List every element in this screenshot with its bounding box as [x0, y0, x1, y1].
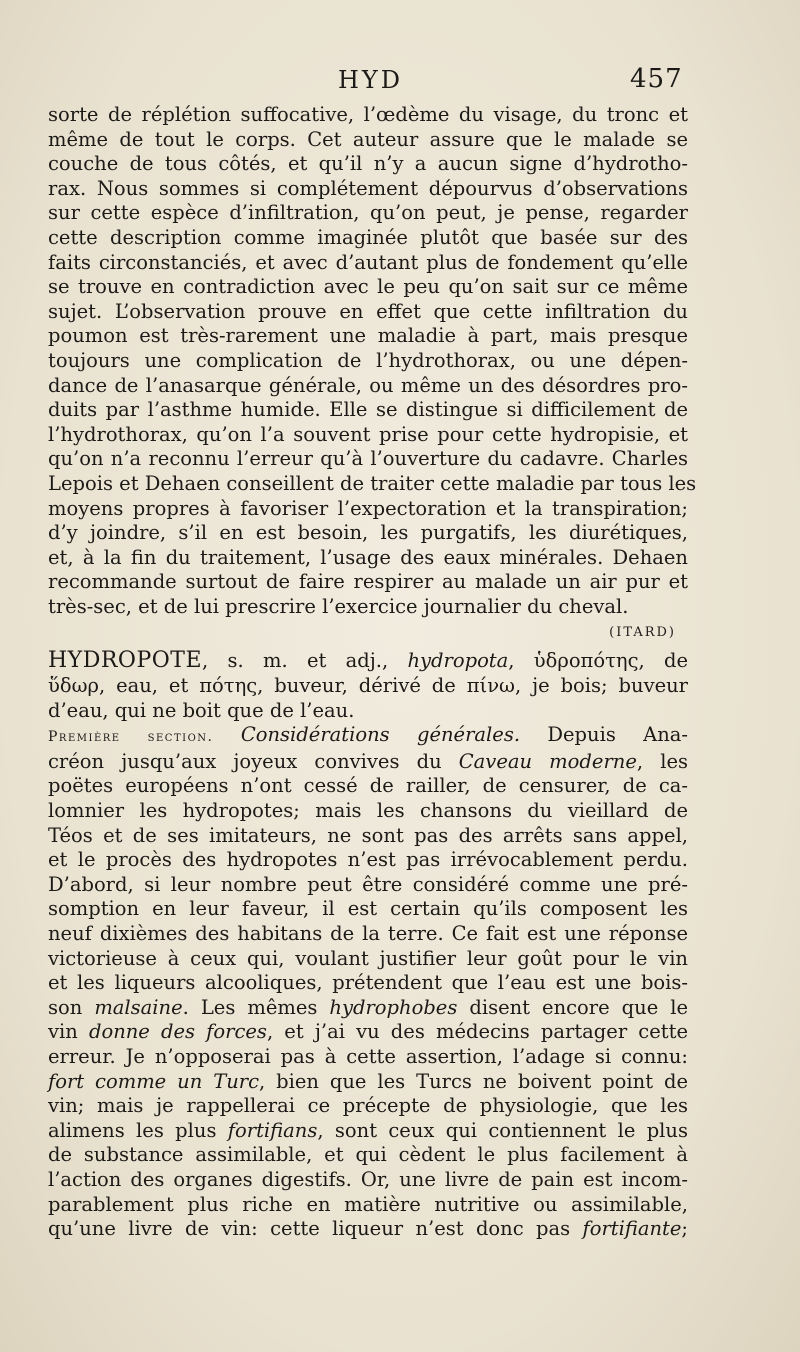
running-head: HYD: [338, 66, 404, 94]
article-continuation: [48, 103, 697, 619]
paragraph-line: créon jusqu’aux joyeux convives du Caveau moderne, les: [48, 749, 688, 773]
text-line: et le procès des hydropotes n’est pas irrévocablement perdu.: [48, 848, 688, 872]
text-line: recommande surtout de faire respirer au malade un air pur et: [48, 570, 688, 594]
paragraph-line: alimens les plus fortifians, sont ceux qui contiennent le plus: [48, 1118, 688, 1142]
text-line: couche de tous côtés, et qu’il n’y a aucun signe d’hydrotho-: [48, 152, 688, 176]
text-line: l’action des organes digestifs. Or, une livre de pain est incom-: [48, 1167, 688, 1191]
text-line: duits par l’asthme humide. Elle se distingue si difficilement de: [48, 398, 688, 422]
text-line: l’hydrothorax, qu’on l’a souvent prise pour cette hydropisie, et: [48, 422, 688, 446]
text-line: faits circonstanciés, et avec d’autant plus de fondement qu’elle: [48, 250, 688, 274]
text-line: victorieuse à ceux qui, voulant justifier leur goût pour le vin: [48, 946, 688, 970]
text-line: même de tout le corps. Cet auteur assure que le malade se: [48, 127, 688, 151]
text-line: rax. Nous sommes si complétement dépourvus d’observations: [48, 176, 688, 200]
paragraph-line: qu’une livre de vin: cette liqueur n’est donc pas fortifiante;: [48, 1217, 688, 1241]
paragraph-line: fort comme un Turc, bien que les Turcs ne boivent point de: [48, 1069, 689, 1093]
text-line: somption en leur faveur, il est certain qu’ils composent les: [48, 897, 688, 921]
text-line: sujet. L’observation prouve en effet que cette infiltration du: [48, 299, 688, 323]
entry-line: ὕδωρ, eau, et πότης, buveur, dérivé de πίνω, je bois; buveur: [48, 674, 688, 698]
text-line: lomnier les hydropotes; mais les chansons du vieillard de: [48, 799, 688, 823]
text-line: de substance assimilable, et qui cèdent le plus facilement à: [48, 1143, 688, 1167]
entry-line: HYDROPOTE, s. m. et adj., hydropota, ὑδροπότης, de: [48, 648, 689, 674]
text-line: Lepois et Dehaen conseillent de traiter cette maladie par tous les: [48, 471, 697, 495]
paragraph-block-1: [48, 774, 688, 995]
dictionary-entry-hydropote: [48, 649, 688, 1241]
text-line: Téos et de ses imitateurs, ne sont pas des arrêts sans appel,: [48, 823, 688, 847]
text-line: D’abord, si leur nombre peut être considéré comme une pré-: [48, 872, 688, 896]
page-number: 457: [630, 64, 683, 94]
text-line: poumon est très-rarement une maladie à part, mais presque: [48, 324, 688, 348]
text-line: moyens propres à favoriser l’expectoration et la transpiration;: [48, 496, 688, 520]
latin-term: hydropota: [407, 649, 509, 673]
text-line: poëtes européens n’ont cessé de railler, de censurer, de ca-: [48, 774, 688, 798]
entry-line: d’eau, qui ne boit que de l’eau.: [48, 698, 355, 722]
section-heading-line: Première section. Considérations générales. Depuis Ana-: [48, 723, 689, 747]
paragraph-line: vin donne des forces, et j’ai vu des médecins partager cette: [48, 1020, 688, 1044]
text-line: cette description comme imaginée plutôt que basée sur des: [48, 225, 688, 249]
text-line: se trouve en contradiction avec le peu qu’on sait sur ce même: [48, 275, 688, 299]
text-line: sorte de réplétion suffocative, l’œdème du visage, du tronc et: [48, 103, 688, 126]
paragraph-block-2: [48, 1143, 688, 1217]
section-label: Première section.: [48, 729, 214, 746]
paragraph-line: erreur. Je n’opposerai pas à cette assertion, l’adage si connu:: [48, 1044, 688, 1068]
text-line: d’y joindre, s’il en est besoin, les purgatifs, les diurétiques,: [48, 521, 688, 545]
greek-term: , ὑδροπότης, de: [508, 649, 689, 673]
text-line: neuf dixièmes des habitans de la terre. Ce fait est une réponse: [48, 922, 688, 945]
text-line: dance de l’anasarque générale, ou même un des désordres pro-: [48, 373, 688, 397]
section-title: Considérations générales.: [240, 723, 521, 747]
text-line: parablement plus riche en matière nutritive ou assimilable,: [48, 1192, 688, 1216]
paragraph-line: son malsaine. Les mêmes hydrophobes disent encore que le: [48, 995, 689, 1019]
text-line: et les liqueurs alcooliques, prétendent que l’eau est une bois-: [48, 971, 688, 995]
author-signature: (ITARD): [609, 625, 676, 641]
text-line: sur cette espèce d’infiltration, qu’on peut, je pense, regarder: [48, 201, 688, 225]
text-line: très-sec, et de lui prescrire l’exercice journalier du cheval.: [48, 594, 629, 618]
headword: HYDROPOTE: [48, 648, 203, 674]
text-line: et, à la fin du traitement, l’usage des eaux minérales. Dehaen: [48, 545, 688, 569]
paragraph-line: vin; mais je rappellerai ce précepte de physiologie, que les: [48, 1094, 688, 1118]
page-header: [0, 64, 800, 104]
body-text: [48, 103, 697, 1242]
text-line: toujours une complication de l’hydrothorax, ou une dépen-: [48, 348, 688, 372]
text-line: qu’on n’a reconnu l’erreur qu’à l’ouverture du cadavre. Charles: [48, 447, 688, 471]
